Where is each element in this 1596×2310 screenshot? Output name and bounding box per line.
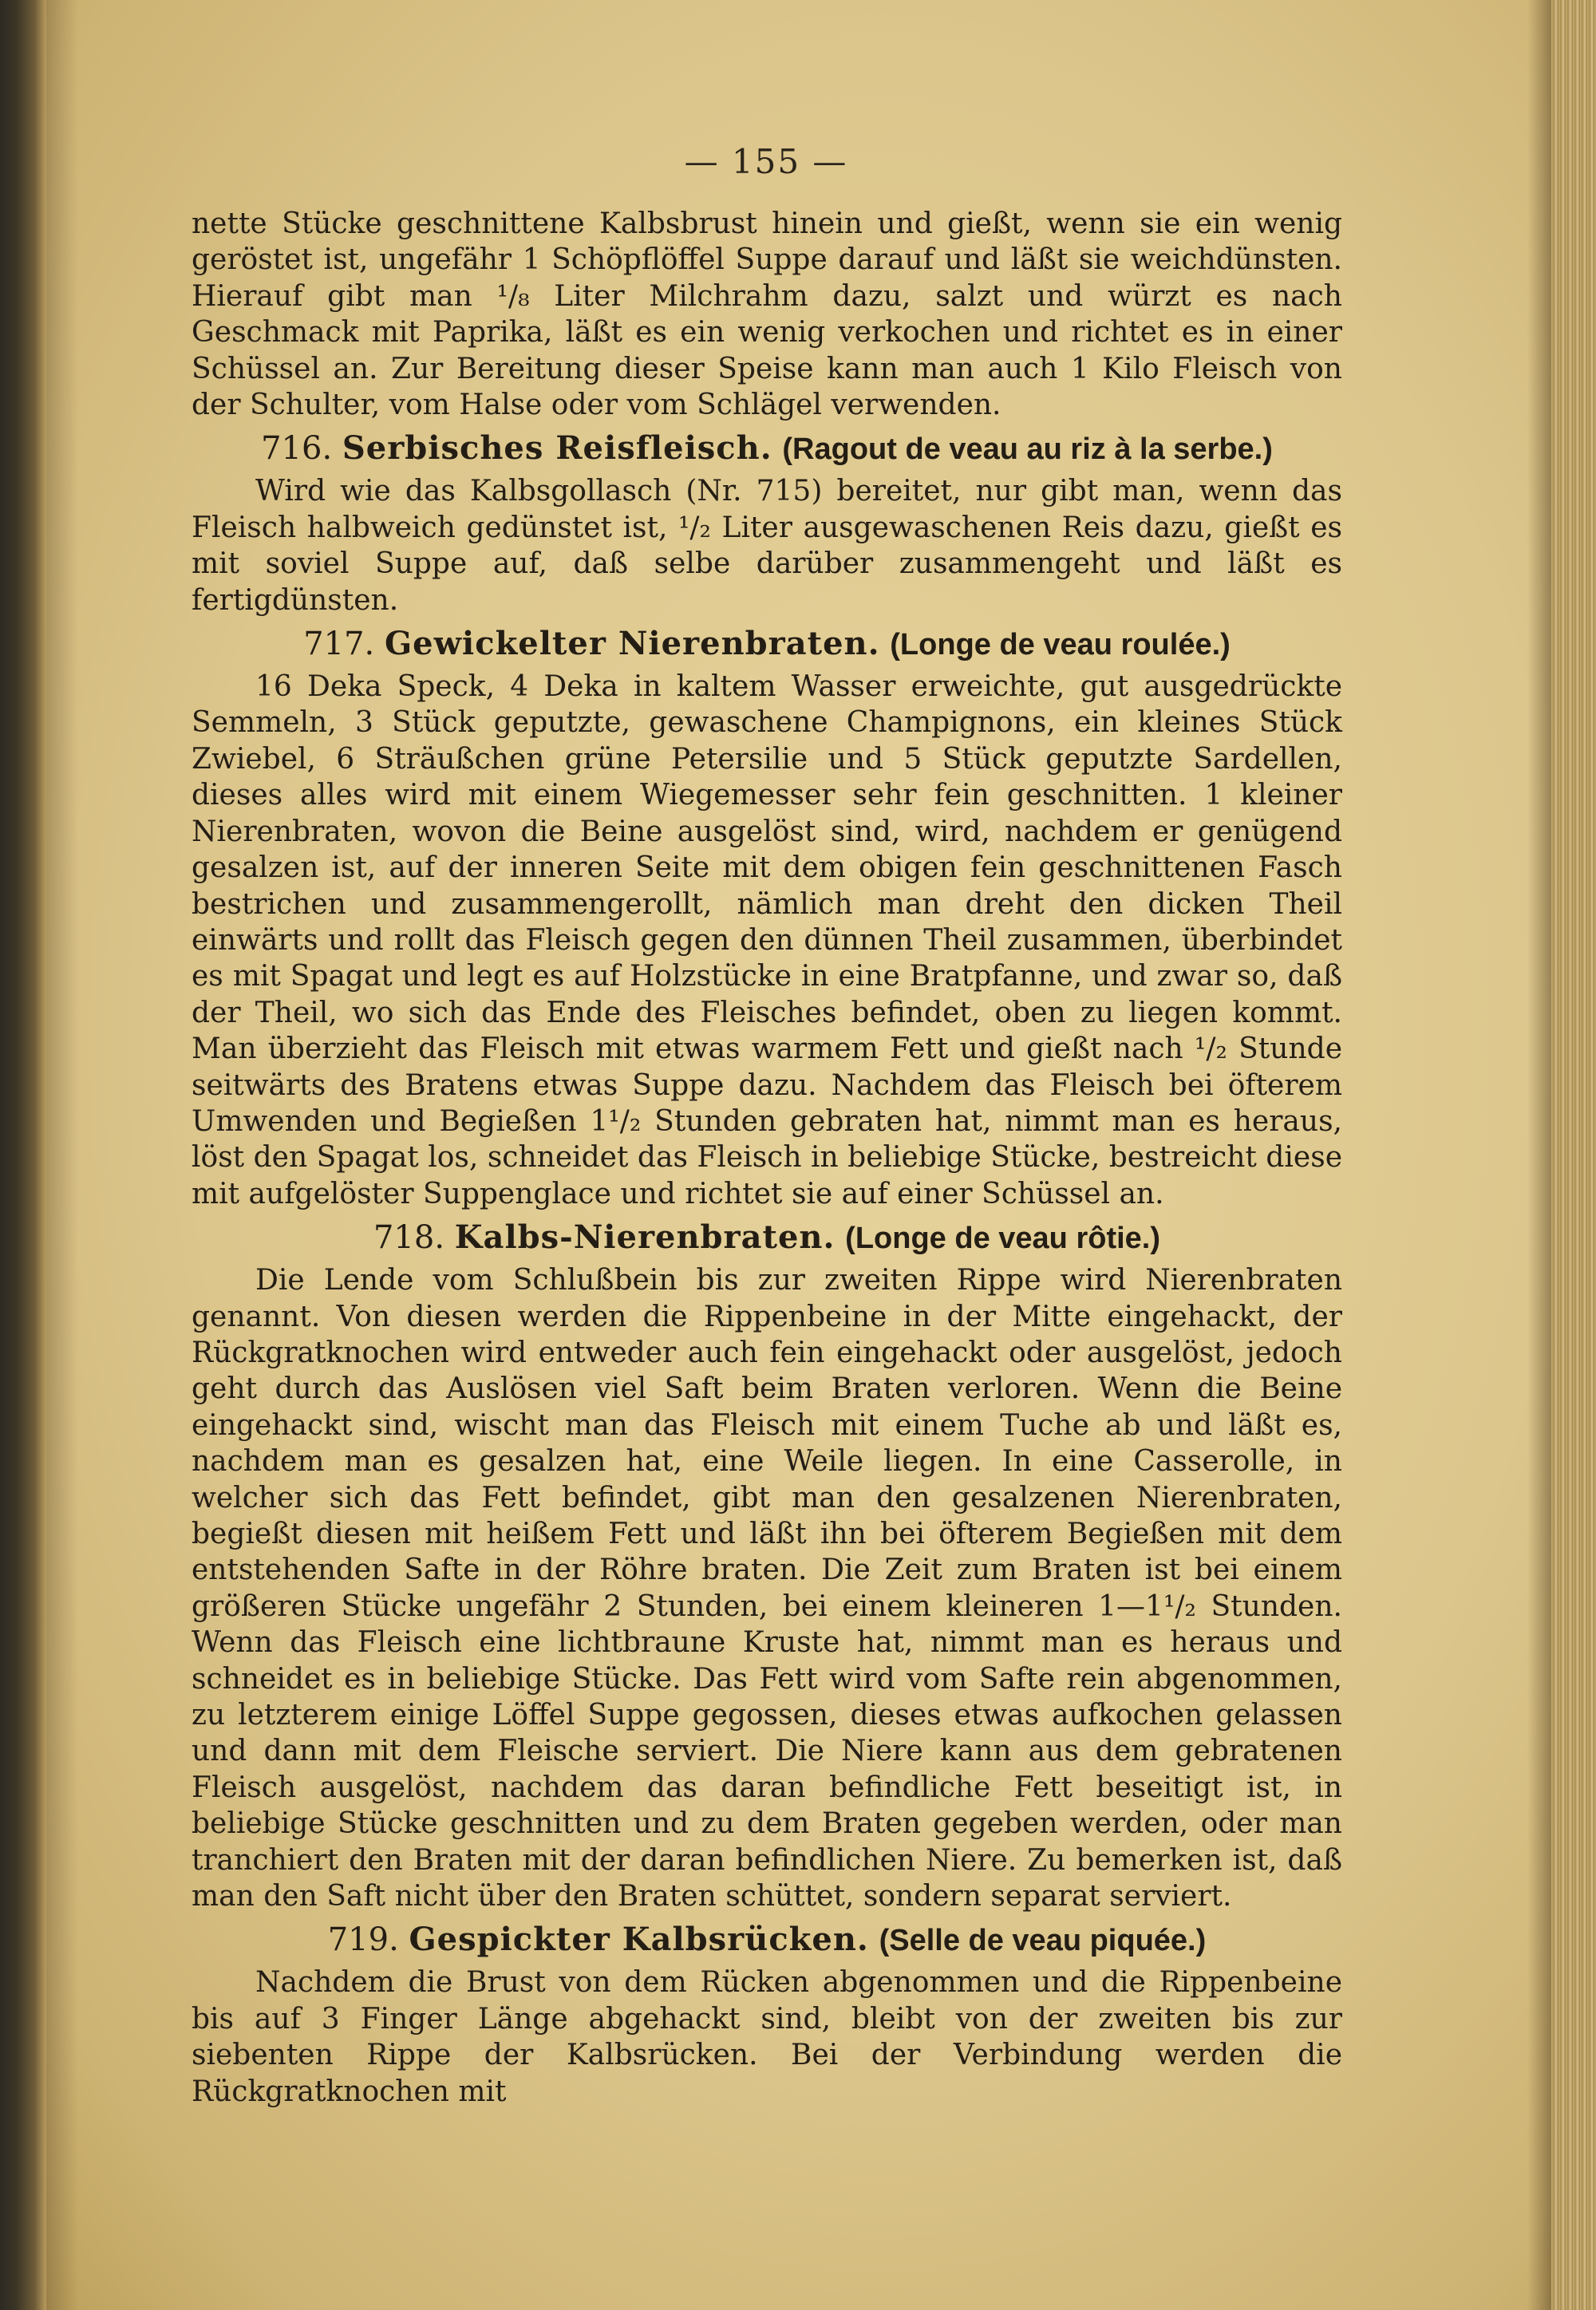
recipe-heading-718	[192, 1218, 1342, 1258]
page-number: — 155 —	[684, 142, 848, 181]
recipe-heading-716	[192, 429, 1342, 468]
recipe-number: 717.	[303, 626, 375, 663]
recipe-text-718: Die Lende vom Schlußbein bis zur zweiten Rippe wird Nierenbraten genannt. Von diesen werden die Rippenbeine in der Mitte eingehackt, der Rückgratknochen wird entweder auch fein eingehackt oder ausgelöst, jedoch geht durch das Auslösen viel Saft beim Braten verloren. Wenn die Beine eingehackt sind, wischt man das Fleisch mit einem Tuche ab und läßt es, nachdem man es gesalzen hat, eine Weile liegen. In eine Casserolle, in welcher sich das Fett befindet, gibt man den gesalzenen Nierenbraten, begießt diesen mit heißem Fett und läßt ihn bei öfterem Begießen mit dem entstehenden Safte in der Röhre braten. Die Zeit zum Braten ist bei einem größeren Stücke ungefähr 2 Stunden, bei einem kleineren 1—1¹/₂ Stunden. Wenn das Fleisch eine lichtbraune Kruste hat, nimmt man es heraus und schneidet es in beliebige Stücke. Das Fett wird vom Safte rein abgenommen, zu letzterem einige Löffel Suppe gegossen, dieses etwas aufkochen gelassen und dann mit dem Fleische serviert. Die Niere kann aus dem gebratenen Fleisch ausgelöst, nachdem das daran befindliche Fett beseitigt ist, in beliebige Stücke geschnitten und zu dem Braten gegeben werden, oder man tranchiert den Braten mit der daran befindlichen Niere. Zu bemerken ist, daß man den Saft nicht über den Braten schüttet, sondern separat serviert.	[192, 1264, 1342, 1913]
recipe-heading-717	[192, 625, 1342, 664]
recipe-number: 718.	[373, 1219, 445, 1257]
text-block	[192, 206, 1342, 2110]
recipe-number: 719.	[327, 1921, 399, 1959]
recipe-text-717: 16 Deka Speck, 4 Deka in kaltem Wasser erweichte, gut ausgedrückte Semmeln, 3 Stück geputzte, gewaschene Champignons, ein kleines Stück Zwiebel, 6 Sträußchen grüne Petersilie und 5 Stück geputzte Sardellen, dieses alles wird mit einem Wiegemesser sehr fein geschnitten. 1 kleiner Nierenbraten, wovon die Beine ausgelöst sind, wird, nachdem er genügend gesalzen ist, auf der inneren Seite mit dem obigen fein geschnittenen Fasch bestrichen und zusammengerollt, nämlich man dreht den dicken Theil einwärts und rollt das Fleisch gegen den dünnen Theil zusammen, überbindet es mit Spagat und legt es auf Holzstücke in eine Bratpfanne, und zwar so, daß der Theil, wo sich das Ende des Fleisches befindet, oben zu liegen kommt. Man überzieht das Fleisch mit etwas warmem Fett und gießt nach ¹/₂ Stunde seitwärts des Bratens etwas Suppe dazu. Nachdem das Fleisch bei öfterem Umwenden und Begießen 1¹/₂ Stunden gebraten hat, nimmt man es heraus, löst den Spagat los, schneidet das Fleisch in beliebige Stücke, bestreicht diese mit aufgelöster Suppenglace und richtet sie auf einer Schüssel an.	[192, 670, 1342, 1210]
recipe-number: 716.	[261, 430, 333, 468]
recipe-title: Gespickter Kalbsrücken.	[409, 1921, 869, 1959]
recipe-text-719: Nachdem die Brust von dem Rücken abgenommen und die Rippenbeine bis auf 3 Finger Länge abgehackt sind, bleibt von der zweiten bis zur siebenten Rippe der Kalbsrücken. Bei der Verbindung werden die Rückgratknochen mit	[192, 1966, 1342, 2108]
recipe-heading-719	[192, 1921, 1342, 1960]
page-stack-edge	[1551, 0, 1596, 2310]
gutter-shadow	[46, 0, 78, 2310]
recipe-french-title: (Ragout de veau au riz à la serbe.)	[782, 432, 1273, 467]
recipe-title: Serbisches Reisfleisch.	[342, 429, 772, 468]
recipe-french-title: (Longe de veau rôtie.)	[845, 1222, 1160, 1256]
page-edge-shadow	[1527, 0, 1551, 2310]
continuation-paragraph: nette Stücke geschnittene Kalbsbrust hinein und gießt, wenn sie ein wenig geröstet ist, ungefähr 1 Schöpflöffel Suppe darauf und läßt sie weichdünsten. Hierauf gibt man ¹/₈ Liter Milchrahm dazu, salzt und würzt es nach Geschmack mit Paprika, läßt es ein wenig verkochen und richtet es in einer Schüssel an. Zur Bereitung dieser Speise kann man auch 1 Kilo Fleisch von der Schulter, vom Halse oder vom Schlägel verwenden.	[192, 207, 1342, 422]
recipe-french-title: (Selle de veau piquée.)	[879, 1924, 1207, 1958]
book-gutter	[0, 0, 46, 2310]
recipe-french-title: (Longe de veau roulée.)	[890, 628, 1231, 662]
recipe-title: Kalbs-Nierenbraten.	[454, 1218, 836, 1257]
recipe-title: Gewickelter Nierenbraten.	[384, 625, 880, 663]
recipe-text-716: Wird wie das Kalbsgollasch (Nr. 715) bereitet, nur gibt man, wenn das Fleisch halbweich gedünstet ist, ¹/₂ Liter ausgewaschenen Reis dazu, gießt es mit soviel Suppe auf, daß selbe darüber zusammengeht und läßt es fertigdünsten.	[192, 475, 1342, 617]
